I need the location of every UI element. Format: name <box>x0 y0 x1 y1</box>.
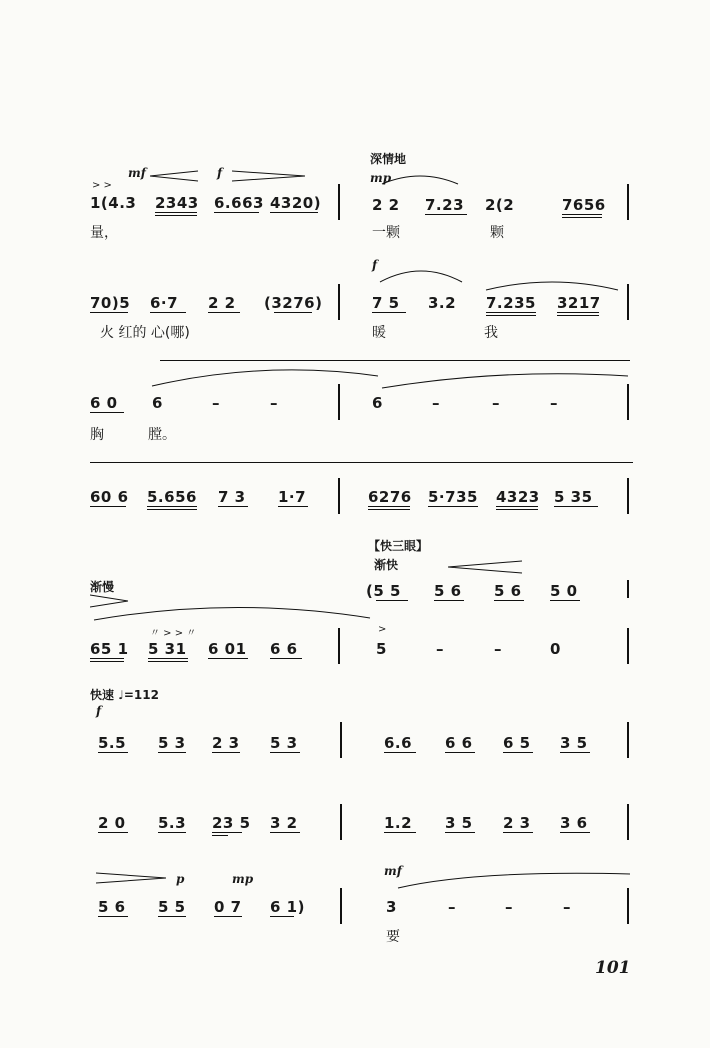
underline <box>90 658 124 659</box>
note-group: 5 6 <box>494 582 522 600</box>
underline <box>155 212 197 213</box>
note-group: 2343 <box>155 194 199 212</box>
underline <box>503 752 533 753</box>
underline <box>562 214 602 215</box>
underline <box>274 312 312 313</box>
underline <box>560 832 590 833</box>
crescendo-hairpin <box>448 560 524 574</box>
underline <box>270 658 302 659</box>
underline <box>550 600 580 601</box>
underline <box>445 832 475 833</box>
bar-line <box>627 478 629 514</box>
underline <box>148 661 188 662</box>
underline <box>560 752 590 753</box>
note-group: 2(2 <box>485 196 515 214</box>
lyric: 我 <box>484 325 498 341</box>
decrescendo-hairpin <box>96 872 168 884</box>
tie-line <box>90 462 633 463</box>
tempo-marking: 快速 ♩=112 <box>90 688 159 702</box>
note-group: 65 1 <box>90 640 129 658</box>
note-group: 7656 <box>562 196 606 214</box>
crescendo-hairpin <box>150 170 200 182</box>
note-group: 7 3 <box>218 488 246 506</box>
underline <box>428 506 478 507</box>
slur <box>396 868 632 890</box>
note-group: 7.23 <box>425 196 465 214</box>
bar-line <box>340 804 342 840</box>
note-group: 3217 <box>557 294 601 312</box>
underline <box>384 752 416 753</box>
underline <box>486 312 536 313</box>
dynamic-f: f <box>96 704 102 718</box>
dash: – <box>494 640 502 658</box>
tie-line <box>160 360 630 361</box>
note-group: 5.3 <box>158 814 187 832</box>
underline <box>496 506 538 507</box>
note-group: 1.2 <box>384 814 413 832</box>
accent-mark: 〃 > > 〃 <box>150 628 197 639</box>
note-group: 6 <box>152 394 163 412</box>
note-group: 3 2 <box>270 814 298 832</box>
underline <box>90 412 124 413</box>
note-group: 3 5 <box>560 734 588 752</box>
bar-line <box>627 284 629 320</box>
bar-line <box>340 888 342 924</box>
underline <box>208 658 248 659</box>
note-group: 5.5 <box>98 734 127 752</box>
underline <box>218 506 248 507</box>
note-group: 6 0 <box>90 394 118 412</box>
underline <box>503 832 533 833</box>
slur <box>380 172 460 186</box>
note-group: 0 7 <box>214 898 242 916</box>
note-group: 2 2 <box>372 196 400 214</box>
dynamic-mp: mp <box>370 171 392 185</box>
bar-line <box>627 184 629 220</box>
underline <box>425 214 467 215</box>
note-group: 70)5 <box>90 294 131 312</box>
note-group: 0 <box>550 640 561 658</box>
underline <box>384 832 416 833</box>
underline <box>557 312 599 313</box>
underline <box>278 506 308 507</box>
dash: – <box>270 394 278 412</box>
dash: – <box>432 394 440 412</box>
underline <box>158 916 186 917</box>
note-group: 6 <box>372 394 383 412</box>
underline <box>368 506 410 507</box>
note-group: (5 5 <box>366 582 401 600</box>
lyric: 颗 <box>490 225 504 241</box>
bar-line <box>338 184 340 220</box>
dash: – <box>212 394 220 412</box>
underline <box>372 312 406 313</box>
note-group: 3.2 <box>428 294 457 312</box>
underline <box>98 916 128 917</box>
note-group: (3276) <box>264 294 323 312</box>
underline <box>98 832 128 833</box>
underline <box>270 916 294 917</box>
underline <box>557 315 599 316</box>
section-label: 【快三眼】 <box>368 539 429 553</box>
underline <box>212 832 242 833</box>
accent-mark: > <box>378 624 387 635</box>
note-group: 6 1) <box>270 898 305 916</box>
note-group: 5 3 <box>158 734 186 752</box>
bar-line <box>627 722 629 758</box>
underline <box>376 600 408 601</box>
underline <box>158 832 186 833</box>
note-group: 6276 <box>368 488 412 506</box>
underline <box>214 916 242 917</box>
underline <box>147 509 197 510</box>
note-group: 5·735 <box>428 488 478 506</box>
underline <box>212 835 228 836</box>
dash: – <box>436 640 444 658</box>
bar-line <box>627 580 629 598</box>
dash: – <box>492 394 500 412</box>
note-group: 5 6 <box>98 898 126 916</box>
lyric: 火 红的 心(哪) <box>100 325 190 341</box>
slur <box>92 600 372 624</box>
underline <box>90 661 124 662</box>
bar-line <box>338 478 340 514</box>
note-group: 5 0 <box>550 582 578 600</box>
underline <box>368 509 410 510</box>
lyric: 量， <box>90 225 118 241</box>
note-group: 6 5 <box>503 734 531 752</box>
dash: – <box>563 898 571 916</box>
underline <box>486 315 536 316</box>
note-group: 5 <box>376 640 387 658</box>
underline <box>147 506 197 507</box>
note-group: 6 6 <box>445 734 473 752</box>
expression-directive: 渐快 <box>374 558 399 572</box>
note-group: 2 2 <box>208 294 236 312</box>
note-group: 2 0 <box>98 814 126 832</box>
note-group: 6.6 <box>384 734 413 752</box>
note-group: 6 6 <box>270 640 298 658</box>
dynamic-f: f <box>217 166 223 180</box>
note-group: 1(4.3 <box>90 194 137 212</box>
bar-line <box>338 628 340 664</box>
tie <box>380 370 630 390</box>
note-group: 5.656 <box>147 488 197 506</box>
tie <box>150 362 380 388</box>
underline <box>90 506 126 507</box>
note-group: 3 5 <box>445 814 473 832</box>
page-number: 101 <box>595 958 631 978</box>
note-group: 4320) <box>270 194 322 212</box>
underline <box>158 752 186 753</box>
expression-directive: 深情地 <box>370 152 407 166</box>
slur <box>378 266 464 284</box>
note-group: 5 3 <box>270 734 298 752</box>
lyric: 一颗 <box>372 225 400 241</box>
dash: – <box>550 394 558 412</box>
underline <box>496 509 538 510</box>
dynamic-mf: mf <box>128 166 146 180</box>
note-group: 1·7 <box>278 488 307 506</box>
lyric: 暖 <box>372 325 386 341</box>
dynamic-mp: mp <box>232 872 254 886</box>
note-group: 5 6 <box>434 582 462 600</box>
note-group: 3 <box>386 898 397 916</box>
underline <box>150 312 186 313</box>
dash: – <box>505 898 513 916</box>
underline <box>155 215 197 216</box>
note-group: 7.235 <box>486 294 536 312</box>
note-group: 5 5 <box>158 898 186 916</box>
note-group: 3 6 <box>560 814 588 832</box>
bar-line <box>627 804 629 840</box>
note-group: 23 5 <box>212 814 251 832</box>
note-group: 7 5 <box>372 294 400 312</box>
dynamic-f: f <box>372 258 378 272</box>
note-group: 6·7 <box>150 294 179 312</box>
underline <box>270 212 318 213</box>
note-group: 2 3 <box>503 814 531 832</box>
accent-mark: > > <box>92 180 112 191</box>
note-group: 5 35 <box>554 488 593 506</box>
underline <box>434 600 464 601</box>
underline <box>208 312 240 313</box>
note-group: 2 3 <box>212 734 240 752</box>
underline <box>212 752 240 753</box>
underline <box>445 752 475 753</box>
decrescendo-hairpin <box>232 170 307 182</box>
bar-line <box>627 384 629 420</box>
underline <box>270 752 300 753</box>
underline <box>554 506 598 507</box>
bar-line <box>338 384 340 420</box>
note-group: 60 6 <box>90 488 129 506</box>
bar-line <box>627 888 629 924</box>
bar-line <box>627 628 629 664</box>
bar-line <box>338 284 340 320</box>
slur <box>484 278 620 292</box>
lyric: 要 <box>386 929 400 945</box>
note-group: 6.663 <box>214 194 264 212</box>
dynamic-mf: mf <box>384 864 402 878</box>
underline <box>562 217 602 218</box>
underline <box>270 832 300 833</box>
note-group: 6 01 <box>208 640 247 658</box>
underline <box>148 658 188 659</box>
underline <box>90 312 128 313</box>
dash: – <box>448 898 456 916</box>
lyric: 膛。 <box>148 427 176 443</box>
underline <box>214 212 259 213</box>
note-group: 5 31 <box>148 640 187 658</box>
expression-directive: 渐慢 <box>90 580 115 594</box>
underline <box>98 752 128 753</box>
note-group: 4323 <box>496 488 540 506</box>
bar-line <box>340 722 342 758</box>
underline <box>494 600 524 601</box>
lyric: 胸 <box>90 427 104 443</box>
dynamic-p: p <box>176 872 185 886</box>
